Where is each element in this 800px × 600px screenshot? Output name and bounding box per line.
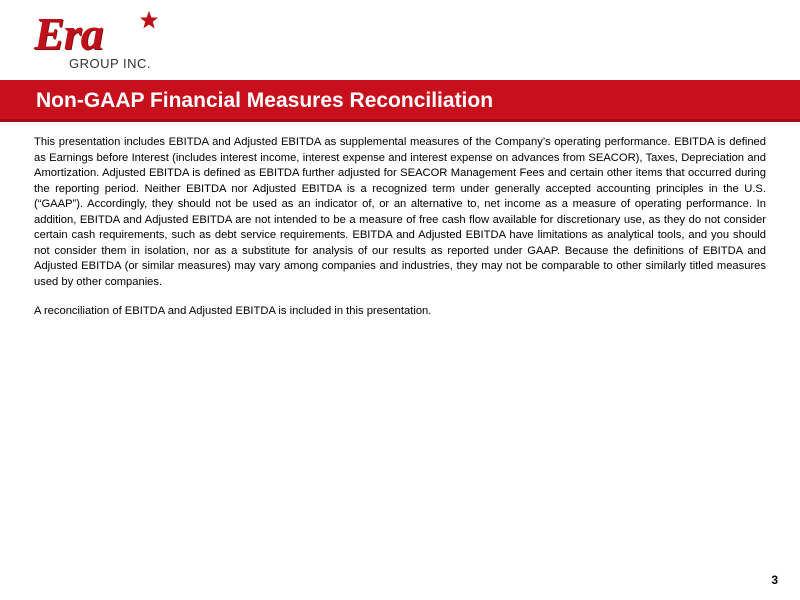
body-paragraph: A reconciliation of EBITDA and Adjusted EBITDA is included in this presentation. [34, 305, 432, 317]
title-bar [0, 80, 800, 122]
star-icon [139, 10, 159, 30]
logo-subtitle: GROUP INC. [69, 56, 152, 71]
body-text [34, 135, 766, 334]
body-paragraph: This presentation includes EBITDA and Adjusted EBITDA as supplemental measures of the Company’s operating performance. EBITDA is defined as Earnings before Interest (includes interest income, interest expense and interest expense on advances from SEACOR), Taxes, Depreciation and Amortization. Adjusted EBITDA is defined as EBITDA further adjusted for SEACOR Management Fees and certain other items that occurred during the reporting period. Neither EBITDA nor Adjusted EBITDA is a recognized term under generally accepted accounting principles in the U.S. (“GAAP”). Accordingly, they should not be used as an indicator of, or an alternative to, net income as a measure of operating performance. In addition, EBITDA and Adjusted EBITDA are not intended to be a measure of free cash flow available for discretionary use, as they do not consider certain cash requirements, such as debt service requirements. EBITDA and Adjusted EBITDA have limitations as analytical tools, and you should not consider them in isolation, nor as a substitute for analysis of our results as reported under GAAP. Because the definitions of EBITDA and Adjusted EBITDA (or similar measures) may vary among companies and industries, they may not be comparable to other similarly titled measures used by other companies. [34, 136, 766, 288]
logo-wordmark: Era [34, 8, 103, 59]
company-logo [26, 8, 176, 72]
page-title: Non-GAAP Financial Measures Reconciliation [36, 89, 494, 112]
page-number: 3 [771, 573, 778, 587]
